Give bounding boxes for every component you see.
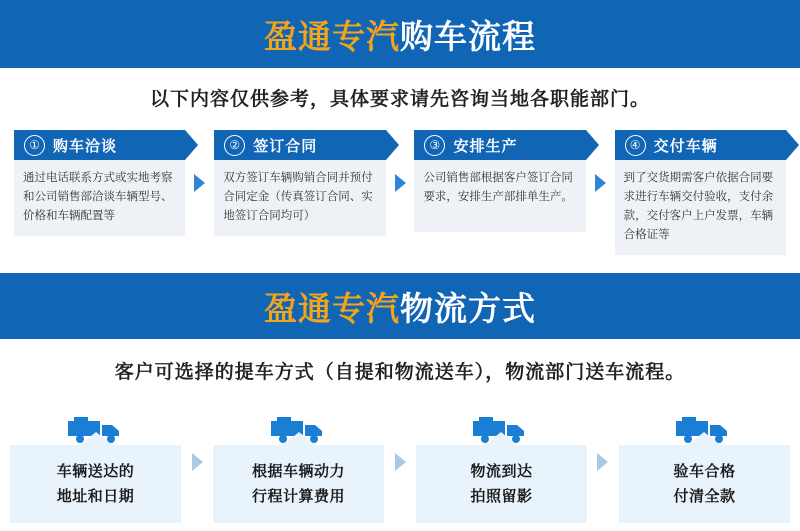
logistics-item xyxy=(213,401,384,523)
step-description: 双方签订车辆购销合同并预付合同定金（传真签订合同、实地签订合同均可） xyxy=(214,160,385,236)
logistics-steps xyxy=(0,401,800,523)
logistics-arrow xyxy=(181,401,213,523)
step-header xyxy=(214,130,385,160)
section2-title-rest: 物流方式 xyxy=(400,289,536,327)
section1-banner xyxy=(0,0,800,68)
logistics-arrow xyxy=(384,401,416,523)
logistics-line1: 验车合格 xyxy=(673,463,736,480)
step-item xyxy=(615,130,786,255)
section2-title xyxy=(264,283,536,330)
step-description: 到了交货期需客户依据合同要求进行车辆交付验收，支付余款，交付客户上户发票，车辆合格证等 xyxy=(615,160,786,255)
logistics-box xyxy=(619,445,790,523)
step-number-badge: ③ xyxy=(424,135,445,156)
chevron-right-icon xyxy=(595,174,606,192)
step-label: 交付车辆 xyxy=(653,137,718,155)
logistics-box xyxy=(10,445,181,523)
step-item xyxy=(14,130,185,236)
chevron-right-icon xyxy=(395,174,406,192)
step-item xyxy=(214,130,385,236)
logistics-item xyxy=(10,401,181,523)
step-number-badge: ① xyxy=(24,135,45,156)
step-header xyxy=(615,130,786,160)
section1-title-highlight: 盈通专汽 xyxy=(264,17,400,55)
section2-banner xyxy=(0,273,800,339)
section2-title-highlight: 盈通专汽 xyxy=(264,289,400,327)
section1-title-rest: 购车流程 xyxy=(400,17,536,55)
step-description: 通过电话联系方式或实地考察和公司销售部洽谈车辆型号、价格和车辆配置等 xyxy=(14,160,185,236)
section1-subtitle: 以下内容仅供参考，具体要求请先咨询当地各职能部门。 xyxy=(149,88,650,110)
logistics-line2: 拍照留影 xyxy=(470,488,533,505)
logistics-box xyxy=(213,445,384,523)
step-description: 公司销售部根据客户签订合同要求，安排生产部排单生产。 xyxy=(414,160,585,232)
step-number-badge: ② xyxy=(224,135,245,156)
logistics-line2: 行程计算费用 xyxy=(252,488,346,505)
section-divider xyxy=(0,255,800,273)
chevron-right-icon xyxy=(194,174,205,192)
purchase-steps xyxy=(0,126,800,255)
step-label: 签订合同 xyxy=(253,137,318,155)
section1-title xyxy=(264,11,536,58)
logistics-box xyxy=(416,445,587,523)
logistics-arrow xyxy=(587,401,619,523)
step-header xyxy=(14,130,185,160)
chevron-right-icon xyxy=(597,453,608,471)
step-number-badge: ④ xyxy=(625,135,646,156)
logistics-line2: 地址和日期 xyxy=(56,488,135,505)
chevron-right-icon xyxy=(395,453,406,471)
section2-subtitle: 客户可选择的提车方式（自提和物流送车），物流部门送车流程。 xyxy=(114,361,686,383)
logistics-line1: 物流到达 xyxy=(470,463,533,480)
logistics-line1: 车辆送达的 xyxy=(56,463,135,480)
logistics-line2: 付清全款 xyxy=(673,488,736,505)
logistics-item xyxy=(416,401,587,523)
step-label: 安排生产 xyxy=(453,137,518,155)
step-header xyxy=(414,130,585,160)
step-item xyxy=(414,130,585,232)
chevron-right-icon xyxy=(192,453,203,471)
logistics-item xyxy=(619,401,790,523)
logistics-line1: 根据车辆动力 xyxy=(252,463,346,480)
step-label: 购车洽谈 xyxy=(53,137,118,155)
